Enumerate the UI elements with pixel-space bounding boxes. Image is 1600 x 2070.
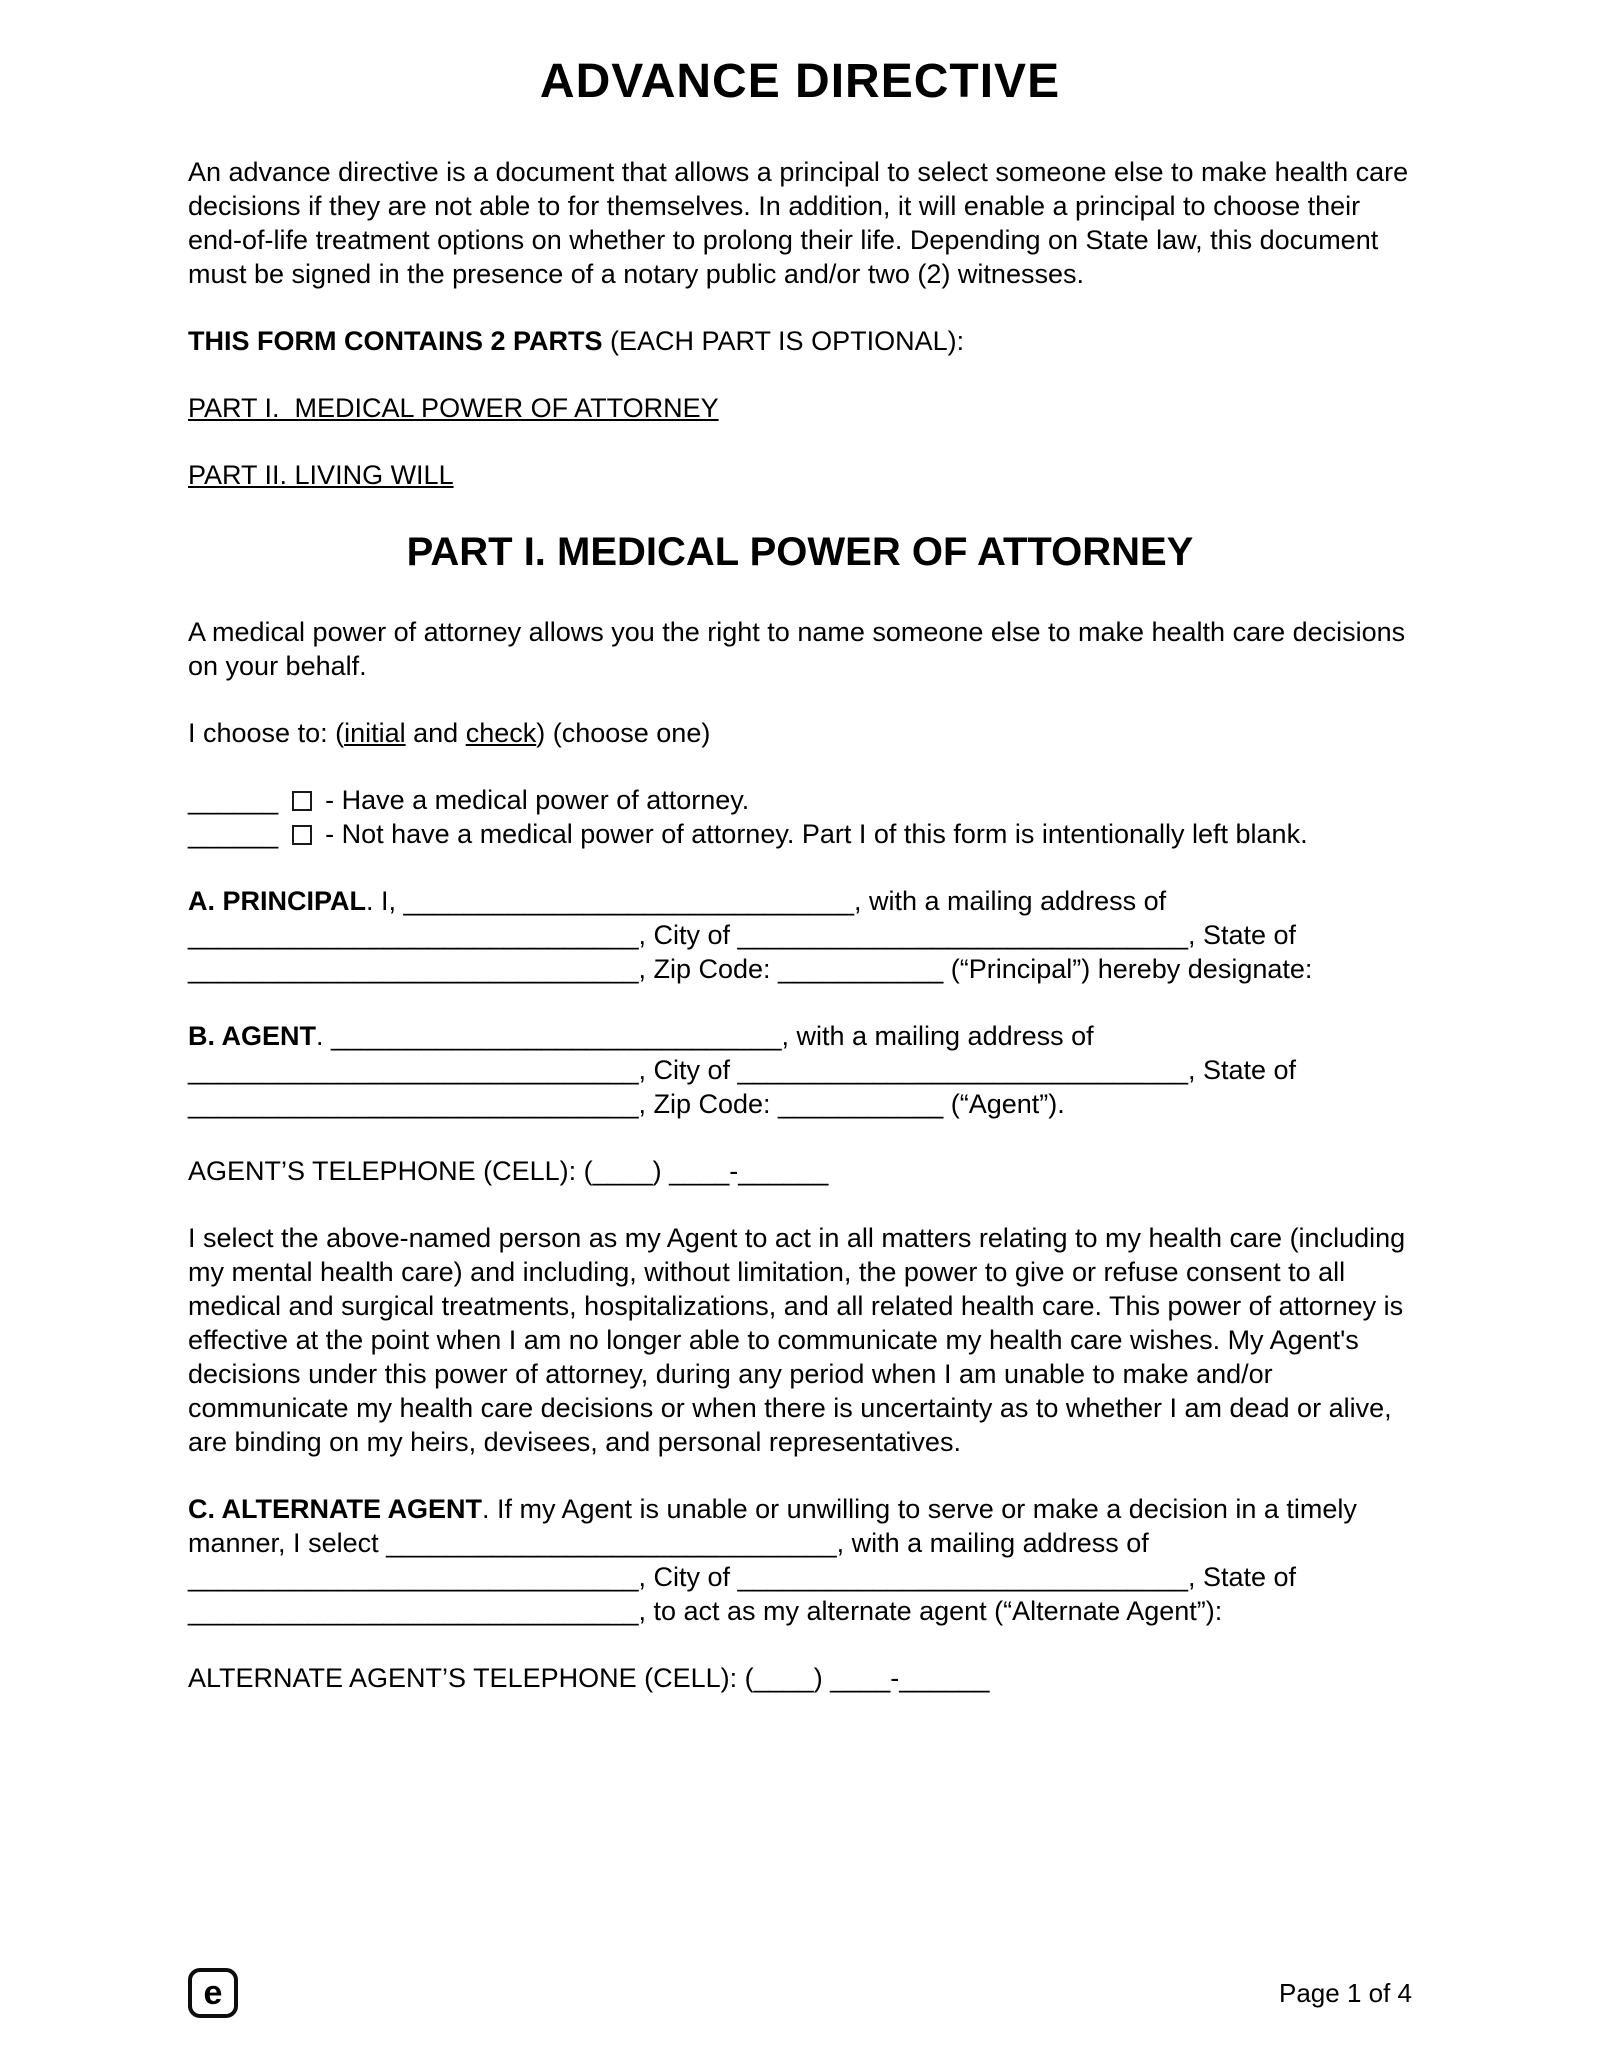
page-number: Page 1 of 4	[1279, 1977, 1412, 2008]
option-not-have-poa	[188, 817, 1412, 851]
choose-instruction-line	[188, 716, 1412, 750]
agent-text: . ______________________________, with a mailing address of ______________________________, City of ______________________________, State of ______________________________, Zip Code: ___________ (“Agent”).	[188, 1021, 1304, 1119]
part1-description: A medical power of attorney allows you the right to name someone else to make health care decisions on your behalf.	[188, 617, 1413, 681]
choose-pre: I choose to: (	[188, 718, 345, 748]
checkbox-icon[interactable]	[292, 791, 312, 811]
choose-check-word: check	[465, 718, 537, 748]
option-have-poa-label: - Have a medical power of attorney.	[317, 785, 750, 815]
part1-link: PART I. MEDICAL POWER OF ATTORNEY	[188, 393, 719, 423]
choose-initial-word: initial	[344, 718, 406, 748]
initial-blank: ______	[188, 785, 286, 815]
form-contains-rest: (EACH PART IS OPTIONAL):	[602, 326, 965, 356]
choose-post: ) (choose one)	[536, 718, 711, 748]
alternate-agent-phone-line: ALTERNATE AGENT’S TELEPHONE (CELL): (____) ____-______	[188, 1663, 990, 1693]
page-footer	[188, 1968, 1412, 2018]
initial-blank: ______	[188, 819, 286, 849]
choice-options	[188, 783, 1412, 851]
part2-link: PART II. LIVING WILL	[188, 460, 454, 490]
principal-label: A. PRINCIPAL	[188, 886, 367, 916]
agent-label: B. AGENT	[188, 1021, 316, 1051]
principal-section	[188, 884, 1412, 986]
eforms-logo	[188, 1968, 238, 2018]
part1-link-line	[188, 391, 1412, 425]
eforms-logo-letter: e	[203, 1974, 223, 2012]
document-title: ADVANCE DIRECTIVE	[539, 55, 1061, 108]
part2-link-line	[188, 458, 1412, 492]
choose-and: and	[405, 718, 466, 748]
form-contains-line	[188, 324, 1412, 358]
part1-heading: PART I. MEDICAL POWER OF ATTORNEY	[406, 530, 1194, 574]
intro-paragraph: An advance directive is a document that allows a principal to select someone else to make health care decisions if they are not able to for themselves. In addition, it will enable a principal to choose their end-of-life treatment options on whether to prolong their life. Depending on State law, this document must be signed in the presence of a notary public and/or two (2) witnesses.	[188, 157, 1416, 289]
form-contains-label: THIS FORM CONTAINS 2 PARTS	[188, 326, 603, 356]
agent-section	[188, 1019, 1412, 1121]
principal-text: . I, ______________________________, with a mailing address of ______________________________, City of ______________________________, State of ______________________________, Zip Code: ___________ (“Principal”) hereby designate:	[188, 886, 1313, 984]
option-have-poa	[188, 783, 1412, 817]
agent-powers-paragraph: I select the above-named person as my Agent to act in all matters relating to my health care (including my mental health care) and including, without limitation, the power to give or refuse consent to all medical and surgical treatments, hospitalizations, and all related health care. This power of attorney is effective at the point when I am no longer able to communicate my health care wishes. My Agent's decisions under this power of attorney, during any period when I am unable to make and/or communicate my health care decisions or when there is uncertainty as to whether I am dead or alive, are binding on my heirs, devisees, and personal representatives.	[188, 1223, 1413, 1457]
option-not-have-poa-label: - Not have a medical power of attorney. Part I of this form is intentionally left blank.	[317, 819, 1308, 849]
alternate-agent-label: C. ALTERNATE AGENT	[188, 1494, 482, 1524]
checkbox-icon[interactable]	[292, 825, 312, 845]
alternate-agent-text: . If my Agent is unable or unwilling to serve or make a decision in a timely manner, I select ______________________________, with a mailing address of ______________________________, City of ______________________________, State of ______________________________, to act as my alternate agent (“Alternate Agent”):	[188, 1494, 1365, 1626]
agent-phone-line: AGENT’S TELEPHONE (CELL): (____) ____-______	[188, 1156, 829, 1186]
alternate-agent-section	[188, 1492, 1412, 1628]
